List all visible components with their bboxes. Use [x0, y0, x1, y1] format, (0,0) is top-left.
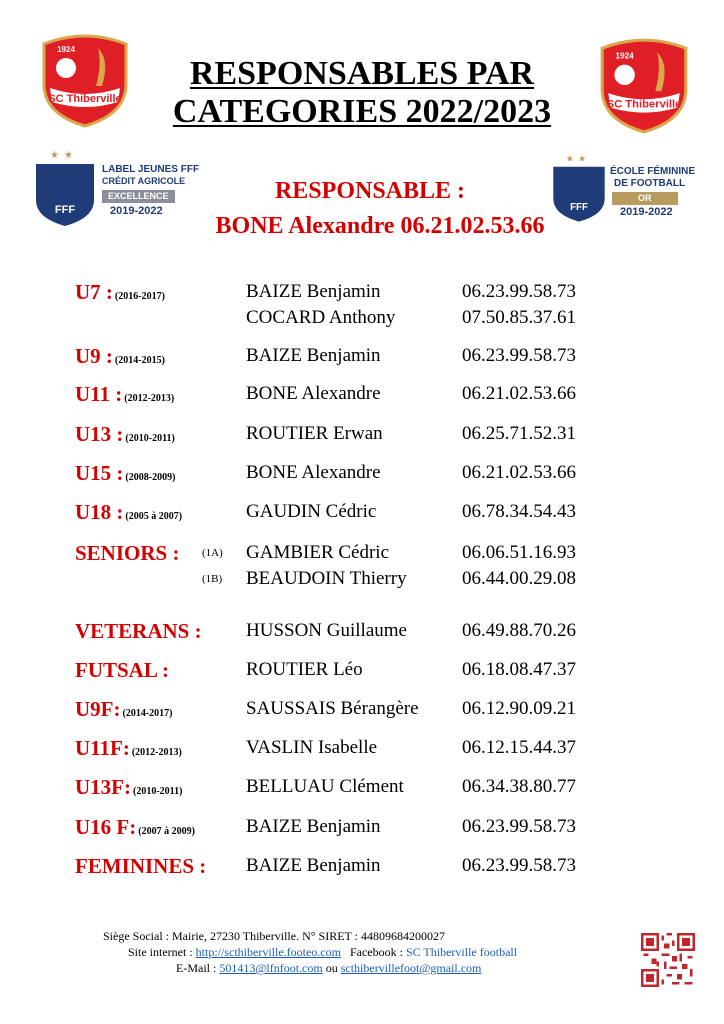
- category-name: FUTSAL :: [75, 658, 169, 682]
- category-label: [75, 344, 165, 369]
- category-row: [0, 280, 724, 306]
- category-name: U11F:: [75, 736, 130, 760]
- svg-text:1924: 1924: [57, 45, 75, 54]
- category-row: [0, 775, 724, 801]
- contact-phone: 06.21.02.53.66: [462, 383, 576, 404]
- contact-name: VASLIN Isabelle: [246, 737, 378, 758]
- category-label: [75, 619, 202, 644]
- team-tag: (1B): [202, 573, 223, 585]
- contact-phone: 06.49.88.70.26: [462, 620, 576, 641]
- category-row: [0, 736, 724, 762]
- category-name: U11 :: [75, 382, 123, 406]
- contact-name: BONE Alexandre: [246, 383, 381, 404]
- facebook-link[interactable]: SC Thiberville football: [405, 945, 518, 959]
- contact-phone: 06.23.99.58.73: [462, 816, 576, 837]
- category-name: U15 :: [75, 461, 124, 485]
- contact-name: BAIZE Benjamin: [246, 345, 381, 366]
- contact-phone: 06.06.51.16.93: [462, 542, 576, 563]
- svg-text:★: ★: [64, 150, 73, 161]
- footer-line-2: Site internet : http://scthiberville.footeo.com Facebook : SC Thiberville football: [128, 945, 518, 959]
- category-years: (2007 à 2009): [138, 826, 195, 837]
- contact-name: BAIZE Benjamin: [246, 816, 381, 837]
- title-line-1: RESPONSABLES PAR: [189, 55, 535, 92]
- contact-name: BONE Alexandre: [246, 462, 381, 483]
- category-name: U13F:: [75, 775, 131, 799]
- category-name: U9F:: [75, 697, 121, 721]
- contact-name: ROUTIER Erwan: [246, 423, 383, 444]
- category-label: [75, 697, 173, 722]
- svg-text:★: ★: [50, 150, 59, 161]
- title-line-2: CATEGORIES 2022/2023: [172, 93, 552, 130]
- category-name: SENIORS :: [75, 541, 180, 565]
- category-name: U18 :: [75, 500, 124, 524]
- contact-phone: 06.34.38.80.77: [462, 776, 576, 797]
- contact-phone: 06.18.08.47.37: [462, 659, 576, 680]
- contact-name: SAUSSAIS Bérangère: [246, 698, 419, 719]
- svg-text:★: ★: [578, 153, 587, 164]
- category-years: (2010-2011): [133, 786, 183, 797]
- category-years: (2014-2015): [114, 355, 165, 366]
- contact-name: BELLUAU Clément: [246, 776, 404, 797]
- category-years: (2010-2011): [125, 433, 175, 444]
- fff-crest-icon: [30, 148, 100, 228]
- category-years: (2016-2017): [114, 291, 165, 302]
- contact-name: BAIZE Benjamin: [246, 855, 381, 876]
- category-name: U13 :: [75, 422, 124, 446]
- contact-phone: 07.50.85.37.61: [462, 307, 576, 328]
- contact-name: GAUDIN Cédric: [246, 501, 377, 522]
- svg-text:★: ★: [565, 153, 574, 164]
- category-name: VETERANS :: [75, 619, 202, 643]
- category-name: U7 :: [75, 280, 113, 304]
- category-row: [0, 815, 724, 841]
- contact-name: ROUTIER Léo: [246, 659, 363, 680]
- contact-phone: 06.23.99.58.73: [462, 345, 576, 366]
- footer-line-1: Siège Social : Mairie, 27230 Thiberville. N° SIRET : 44809684200027: [103, 929, 445, 943]
- category-label: [75, 422, 175, 447]
- category-label: [75, 736, 182, 761]
- fff-ecole-feminine-badge: ★ ★ FFF ÉCOLE FÉMININE DE FOOTBALL OR 2019-2022: [548, 148, 708, 228]
- category-label: [75, 382, 174, 407]
- contact-phone: 06.21.02.53.66: [462, 462, 576, 483]
- category-name: U9 :: [75, 344, 113, 368]
- category-row: [0, 500, 724, 526]
- club-logo-right: [594, 34, 694, 134]
- category-row: [0, 658, 724, 684]
- email-link-2[interactable]: scthibervillefoot@gmail.com: [340, 961, 482, 975]
- page-title: [130, 55, 594, 131]
- category-label: [75, 541, 179, 566]
- contact-name: GAMBIER Cédric: [246, 542, 390, 563]
- category-label: [75, 461, 175, 486]
- contact-phone: 06.12.90.09.21: [462, 698, 576, 719]
- category-years: (2012-2013): [124, 393, 175, 404]
- category-row: [0, 382, 724, 408]
- contact-phone: 06.12.15.44.37: [462, 737, 576, 758]
- email-link-1[interactable]: 501413@lfnfoot.com: [219, 961, 323, 975]
- responsable-label: RESPONSABLE :: [274, 178, 466, 204]
- svg-text:FFF: FFF: [54, 204, 76, 216]
- responsable-name-phone: BONE Alexandre 06.21.02.53.66: [215, 213, 545, 239]
- category-row: [0, 541, 724, 567]
- category-years: (2012-2013): [131, 747, 182, 758]
- category-label: [75, 280, 165, 305]
- category-row: [0, 344, 724, 370]
- category-years: (2005 à 2007): [125, 511, 183, 522]
- website-link[interactable]: http://scthiberville.footeo.com: [195, 945, 341, 959]
- club-logo-left: [36, 30, 134, 128]
- category-row: [0, 461, 724, 487]
- category-row: [0, 422, 724, 448]
- contact-name: BAIZE Benjamin: [246, 281, 381, 302]
- category-row: [0, 619, 724, 645]
- qr-code-icon: [641, 933, 695, 987]
- category-years: (2014-2017): [122, 708, 173, 719]
- svg-text:SC Thiberville: SC Thiberville: [48, 93, 122, 105]
- category-label: [75, 815, 195, 840]
- fff-label-jeunes-badge: ★ ★ FFF LABEL JEUNES FFF CRÉDIT AGRICOLE EXCELLENCE 2019-2022: [30, 148, 200, 228]
- contact-phone: 06.25.71.52.31: [462, 423, 576, 444]
- footer-line-3: E-Mail : 501413@lfnfoot.com ou scthibervillefoot@gmail.com: [176, 961, 482, 975]
- category-label: [75, 658, 169, 683]
- contact-phone: 06.44.00.29.08: [462, 568, 576, 589]
- category-name: FEMININES :: [75, 854, 207, 878]
- category-row: [0, 854, 724, 880]
- svg-text:1924: 1924: [615, 51, 634, 61]
- category-row: [0, 697, 724, 723]
- category-name: U16 F:: [75, 815, 137, 839]
- contact-phone: 06.23.99.58.73: [462, 281, 576, 302]
- team-tag: (1A): [202, 547, 223, 559]
- category-label: [75, 775, 182, 800]
- contact-phone: 06.23.99.58.73: [462, 855, 576, 876]
- svg-text:FFF: FFF: [570, 202, 588, 214]
- svg-text:SC Thiberville: SC Thiberville: [606, 98, 682, 111]
- category-row: [0, 567, 724, 593]
- contact-name: HUSSON Guillaume: [246, 620, 407, 641]
- category-label: [75, 854, 206, 879]
- category-years: (2008-2009): [125, 472, 176, 483]
- contact-name: COCARD Anthony: [246, 307, 396, 328]
- category-row: [0, 306, 724, 332]
- category-label: [75, 500, 182, 525]
- contact-phone: 06.78.34.54.43: [462, 501, 576, 522]
- contact-name: BEAUDOIN Thierry: [246, 568, 407, 589]
